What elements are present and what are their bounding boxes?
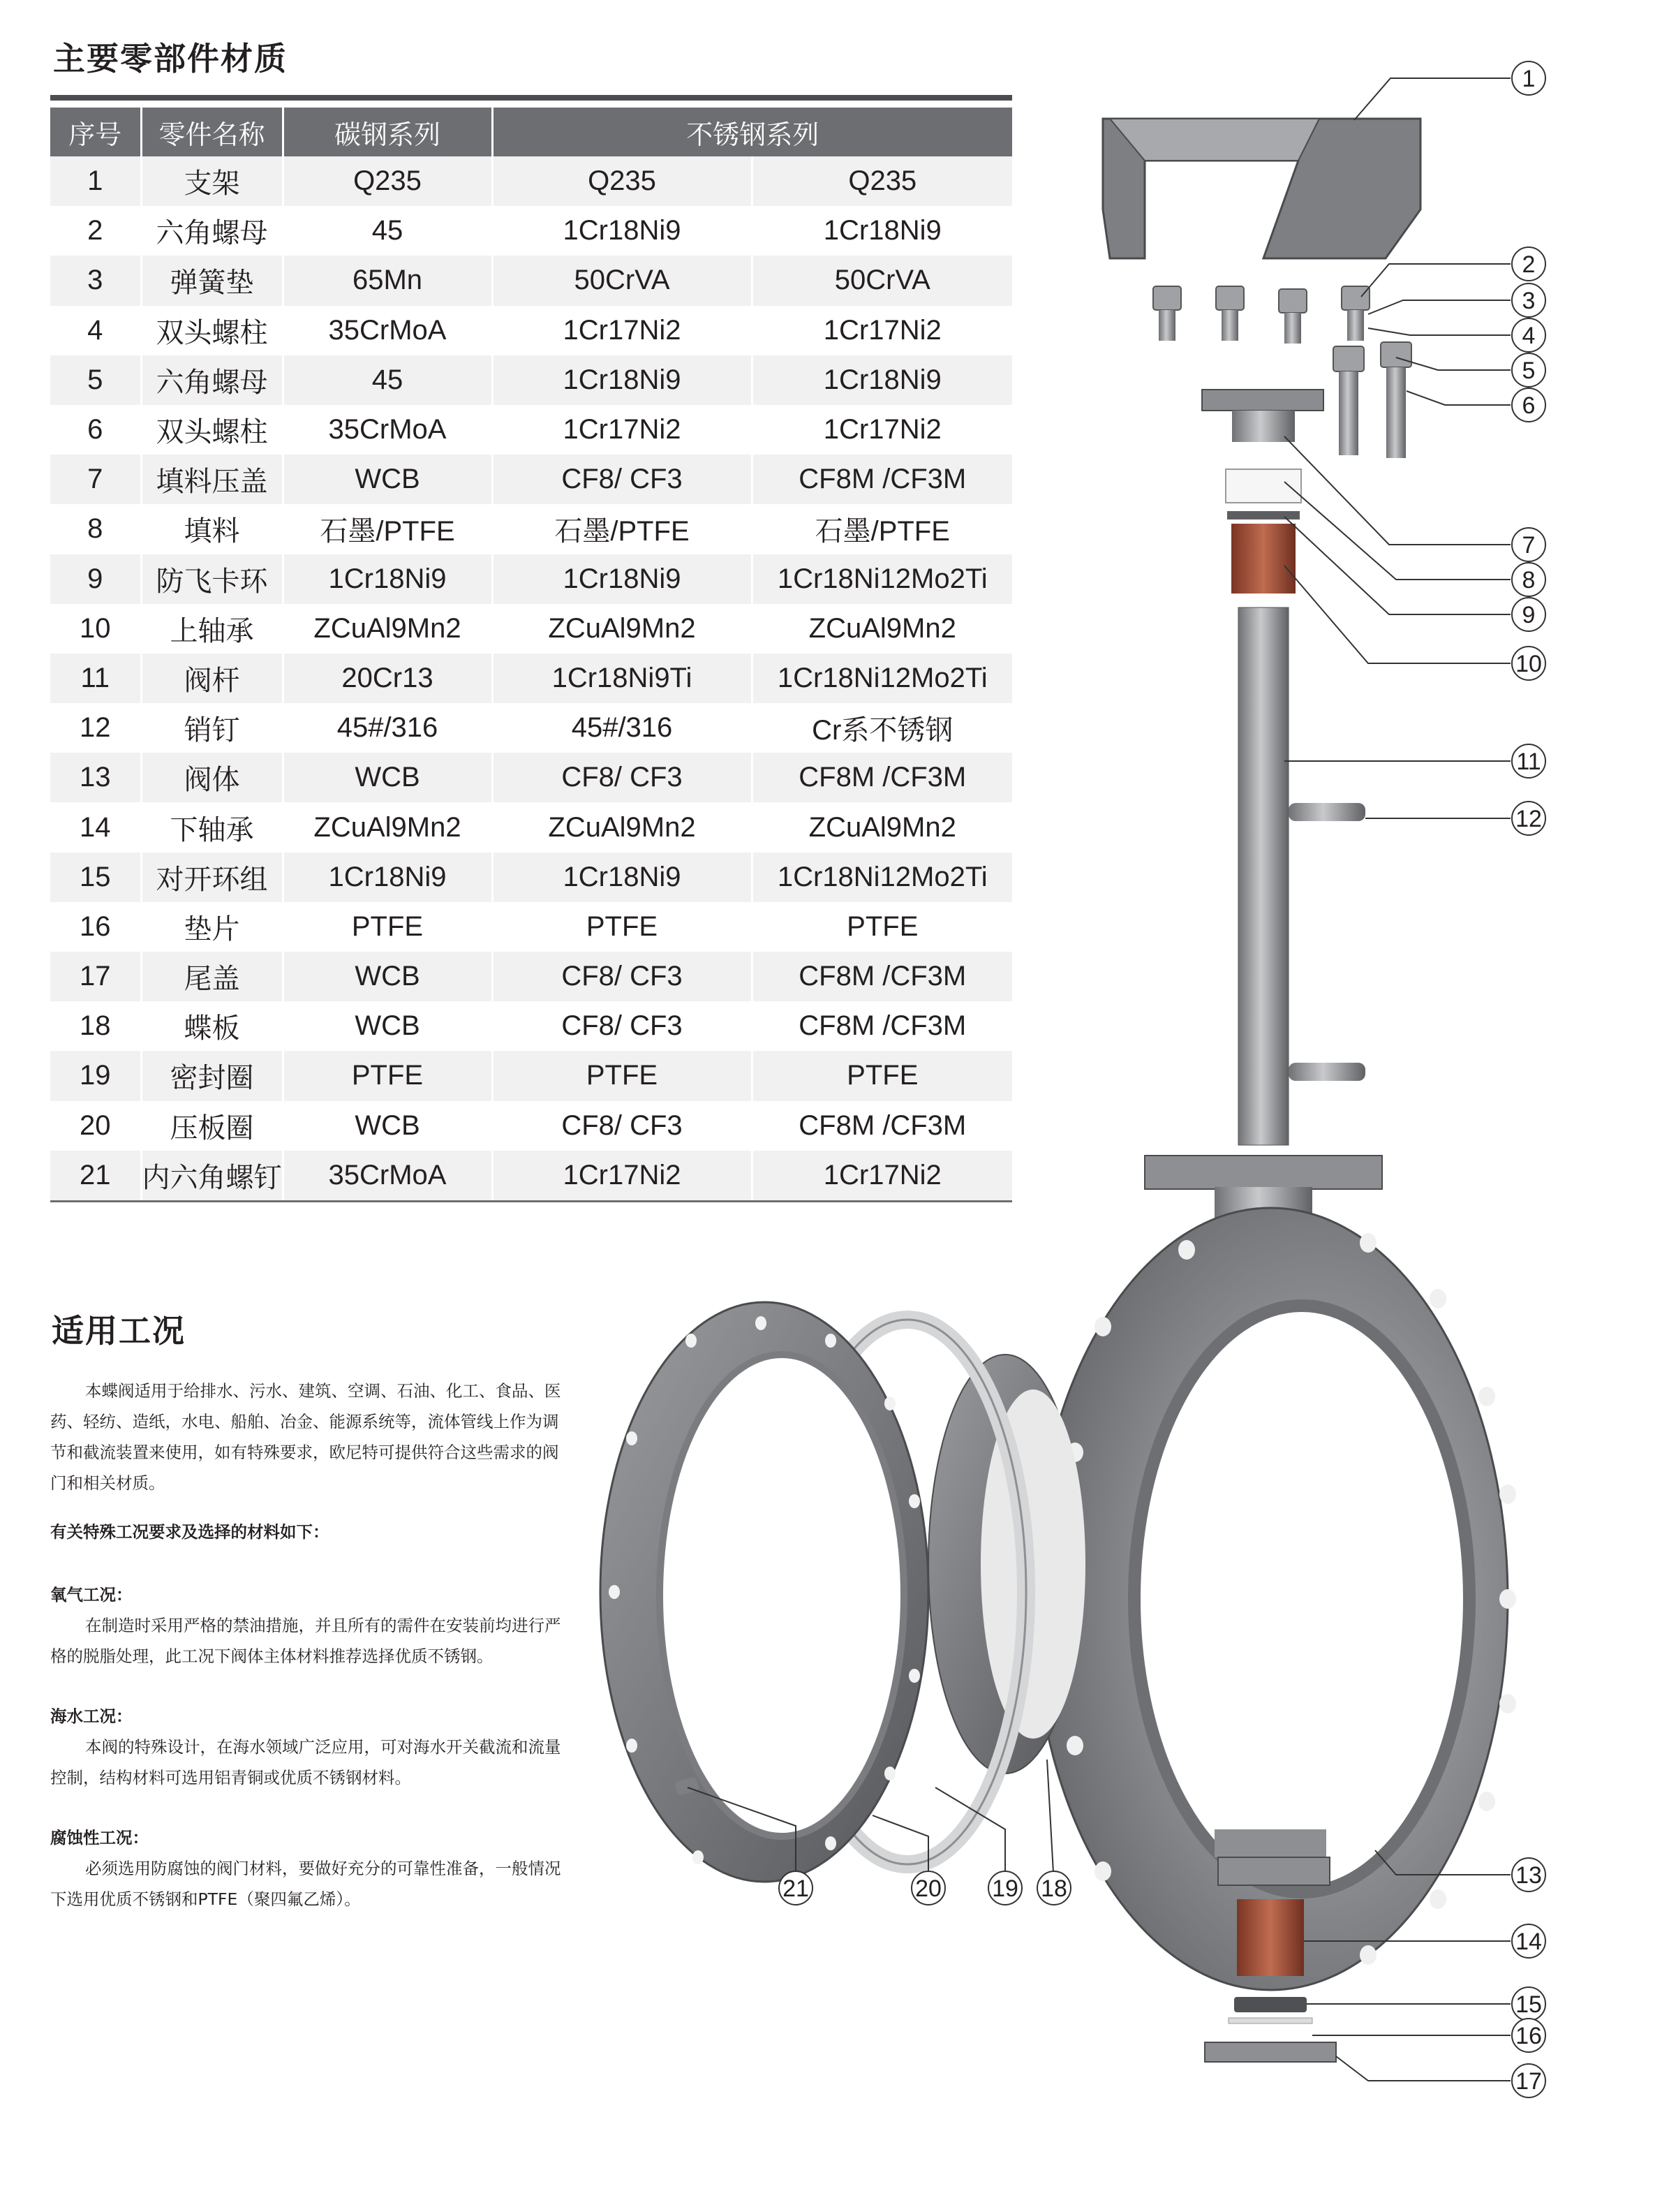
corrosive-heading: 腐蚀性工况：: [50, 1828, 149, 1848]
row-part-name: 弹簧垫: [141, 256, 283, 305]
row-part-name: 垫片: [141, 902, 283, 952]
row-stainless-1: 石墨/PTFE: [492, 504, 752, 554]
row-part-name: 压板圈: [141, 1101, 283, 1151]
row-carbon-steel: ZCuAl9Mn2: [283, 604, 492, 654]
special-heading: 有关特殊工况要求及选择的材料如下：: [50, 1522, 329, 1542]
callout-17: 17: [1515, 2068, 1542, 2095]
row-index: 4: [50, 306, 141, 355]
retaining-ring-part: [1227, 511, 1300, 519]
callout-6: 6: [1522, 392, 1536, 419]
row-carbon-steel: 45#/316: [283, 703, 492, 753]
row-stainless-2: 1Cr18Ni9: [752, 206, 1012, 256]
row-stainless-1: CF8/ CF3: [492, 455, 752, 504]
row-stainless-1: CF8/ CF3: [492, 753, 752, 802]
row-part-name: 尾盖: [141, 952, 283, 1001]
row-carbon-steel: PTFE: [283, 902, 492, 952]
row-stainless-1: ZCuAl9Mn2: [492, 604, 752, 654]
row-carbon-steel: 35CrMoA: [283, 405, 492, 455]
row-part-name: 双头螺柱: [141, 306, 283, 355]
row-part-name: 支架: [141, 156, 283, 206]
row-index: 18: [50, 1001, 141, 1051]
callout-13: 13: [1515, 1862, 1542, 1889]
row-stainless-2: 石墨/PTFE: [752, 504, 1012, 554]
row-stainless-1: 1Cr18Ni9: [492, 853, 752, 902]
row-index: 6: [50, 405, 141, 455]
row-carbon-steel: 35CrMoA: [283, 1151, 492, 1202]
row-index: 2: [50, 206, 141, 256]
retaining-flange-part: [600, 1302, 928, 1882]
row-carbon-steel: 石墨/PTFE: [283, 504, 492, 554]
callout-1: 1: [1522, 66, 1536, 92]
row-stainless-2: ZCuAl9Mn2: [752, 802, 1012, 852]
callout-9: 9: [1522, 602, 1536, 628]
row-part-name: 六角螺母: [141, 206, 283, 256]
row-stainless-1: CF8/ CF3: [492, 1101, 752, 1151]
row-stainless-1: 1Cr17Ni2: [492, 405, 752, 455]
row-part-name: 填料压盖: [141, 455, 283, 504]
row-part-name: 内六角螺钉: [141, 1151, 283, 1202]
callout-18: 18: [1041, 1875, 1067, 1902]
row-carbon-steel: 1Cr18Ni9: [283, 554, 492, 604]
row-stainless-1: 45#/316: [492, 703, 752, 753]
header-carbon-steel: 碳钢系列: [283, 108, 492, 156]
conditions-intro: 本蝶阀适用于给排水、污水、建筑、空调、石油、化工、食品、医药、轻纺、造纸，水电、船舶、冶金、能源系统等，流体管线上作为调节和截流装置来使用，如有特殊要求，欧尼特可提供符合这些需求的阀门和相关材质。: [50, 1381, 561, 1493]
section-title: 主要零部件材质: [53, 40, 288, 78]
row-carbon-steel: 45: [283, 206, 492, 256]
valve-body-part: [1033, 1156, 1516, 1990]
row-part-name: 双头螺柱: [141, 405, 283, 455]
row-stainless-2: 1Cr17Ni2: [752, 405, 1012, 455]
row-index: 10: [50, 604, 141, 654]
row-carbon-steel: PTFE: [283, 1051, 492, 1100]
upper-bearing-part: [1231, 524, 1296, 593]
row-stainless-2: Cr系不锈钢: [752, 703, 1012, 753]
bracket-part: [1103, 119, 1420, 258]
row-index: 11: [50, 654, 141, 703]
oxygen-text: 在制造时采用严格的禁油措施，并且所有的需件在安装前均进行严格的脱脂处理，此工况下阀体主体材料推荐选择优质不锈钢。: [50, 1616, 561, 1666]
callout-7: 7: [1522, 532, 1536, 559]
row-stainless-2: Q235: [752, 156, 1012, 206]
row-index: 21: [50, 1151, 141, 1202]
row-carbon-steel: ZCuAl9Mn2: [283, 802, 492, 852]
callout-12: 12: [1515, 806, 1542, 832]
callout-14: 14: [1515, 1929, 1542, 1955]
row-carbon-steel: 1Cr18Ni9: [283, 853, 492, 902]
row-stainless-1: PTFE: [492, 902, 752, 952]
callout-20: 20: [915, 1875, 942, 1902]
row-stainless-1: 1Cr17Ni2: [492, 1151, 752, 1202]
row-stainless-1: ZCuAl9Mn2: [492, 802, 752, 852]
row-part-name: 密封圈: [141, 1051, 283, 1100]
row-part-name: 填料: [141, 504, 283, 554]
row-stainless-1: 1Cr18Ni9Ti: [492, 654, 752, 703]
callout-3: 3: [1522, 288, 1536, 314]
row-stainless-2: CF8M /CF3M: [752, 455, 1012, 504]
row-index: 16: [50, 902, 141, 952]
valve-stem-part: [1238, 607, 1289, 1145]
row-stainless-2: 1Cr17Ni2: [752, 1151, 1012, 1202]
callout-4: 4: [1522, 323, 1536, 349]
callout-19: 19: [992, 1875, 1018, 1902]
row-index: 20: [50, 1101, 141, 1151]
oxygen-heading: 氧气工况：: [50, 1585, 133, 1605]
row-part-name: 下轴承: [141, 802, 283, 852]
lower-bearing-part: [1237, 1899, 1304, 1976]
corrosive-text: 必须选用防腐蚀的阀门材料，要做好充分的可靠性准备，一般情况下选用优质不锈钢和PTFE（聚四氟乙烯）。: [50, 1859, 561, 1909]
callout-21: 21: [782, 1875, 809, 1902]
row-index: 3: [50, 256, 141, 305]
row-part-name: 销钉: [141, 703, 283, 753]
row-part-name: 六角螺母: [141, 355, 283, 405]
row-carbon-steel: WCB: [283, 1101, 492, 1151]
row-part-name: 阀体: [141, 753, 283, 802]
row-index: 9: [50, 554, 141, 604]
row-stainless-1: CF8/ CF3: [492, 1001, 752, 1051]
row-index: 8: [50, 504, 141, 554]
seawater-text: 本阀的特殊设计，在海水领域广泛应用，可对海水开关截流和流量控制，结构材料可选用铝青铜或优质不锈钢材料。: [50, 1737, 561, 1787]
row-stainless-1: PTFE: [492, 1051, 752, 1100]
header-stainless-steel: 不锈钢系列: [492, 108, 1012, 156]
row-stainless-1: 1Cr18Ni9: [492, 206, 752, 256]
row-part-name: 上轴承: [141, 604, 283, 654]
callout-11: 11: [1516, 749, 1541, 775]
row-index: 19: [50, 1051, 141, 1100]
split-ring-part: [1234, 1997, 1307, 2012]
row-carbon-steel: WCB: [283, 1001, 492, 1051]
row-carbon-steel: WCB: [283, 753, 492, 802]
row-carbon-steel: 65Mn: [283, 256, 492, 305]
row-part-name: 防飞卡环: [141, 554, 283, 604]
end-cover-part: [1205, 2042, 1336, 2062]
callout-10: 10: [1515, 651, 1542, 677]
row-stainless-2: 1Cr18Ni12Mo2Ti: [752, 853, 1012, 902]
row-part-name: 阀杆: [141, 654, 283, 703]
row-stainless-2: 1Cr17Ni2: [752, 306, 1012, 355]
pins-part: [1289, 803, 1365, 1081]
conditions-title: 适用工况: [52, 1312, 186, 1350]
row-index: 5: [50, 355, 141, 405]
callout-8: 8: [1522, 567, 1536, 593]
callout-5: 5: [1522, 357, 1536, 384]
row-carbon-steel: 20Cr13: [283, 654, 492, 703]
row-index: 17: [50, 952, 141, 1001]
row-stainless-2: 1Cr18Ni12Mo2Ti: [752, 654, 1012, 703]
row-stainless-2: 1Cr18Ni9: [752, 355, 1012, 405]
row-carbon-steel: WCB: [283, 952, 492, 1001]
callout-15: 15: [1515, 1991, 1542, 2018]
row-index: 14: [50, 802, 141, 852]
row-carbon-steel: 35CrMoA: [283, 306, 492, 355]
header-part-name: 零件名称: [141, 108, 283, 156]
row-part-name: 对开环组: [141, 853, 283, 902]
row-stainless-1: 1Cr18Ni9: [492, 554, 752, 604]
row-part-name: 蝶板: [141, 1001, 283, 1051]
row-stainless-1: 1Cr18Ni9: [492, 355, 752, 405]
row-carbon-steel: 45: [283, 355, 492, 405]
row-stainless-2: PTFE: [752, 1051, 1012, 1100]
row-stainless-2: 1Cr18Ni12Mo2Ti: [752, 554, 1012, 604]
row-index: 15: [50, 853, 141, 902]
row-stainless-1: CF8/ CF3: [492, 952, 752, 1001]
row-index: 7: [50, 455, 141, 504]
row-stainless-1: 1Cr17Ni2: [492, 306, 752, 355]
row-stainless-2: CF8M /CF3M: [752, 1101, 1012, 1151]
callout-2: 2: [1522, 251, 1536, 278]
gland-part: [1202, 390, 1323, 442]
row-stainless-2: PTFE: [752, 902, 1012, 952]
row-carbon-steel: WCB: [283, 455, 492, 504]
gasket-part: [1229, 2018, 1312, 2023]
row-carbon-steel: Q235: [283, 156, 492, 206]
row-stainless-2: CF8M /CF3M: [752, 753, 1012, 802]
row-stainless-2: CF8M /CF3M: [752, 952, 1012, 1001]
row-index: 12: [50, 703, 141, 753]
seawater-heading: 海水工况：: [50, 1706, 133, 1726]
row-stainless-2: 50CrVA: [752, 256, 1012, 305]
row-index: 13: [50, 753, 141, 802]
header-index: 序号: [50, 108, 141, 156]
row-stainless-2: CF8M /CF3M: [752, 1001, 1012, 1051]
row-stainless-2: ZCuAl9Mn2: [752, 604, 1012, 654]
row-stainless-1: 50CrVA: [492, 256, 752, 305]
row-stainless-1: Q235: [492, 156, 752, 206]
row-index: 1: [50, 156, 141, 206]
callout-16: 16: [1515, 2023, 1542, 2049]
